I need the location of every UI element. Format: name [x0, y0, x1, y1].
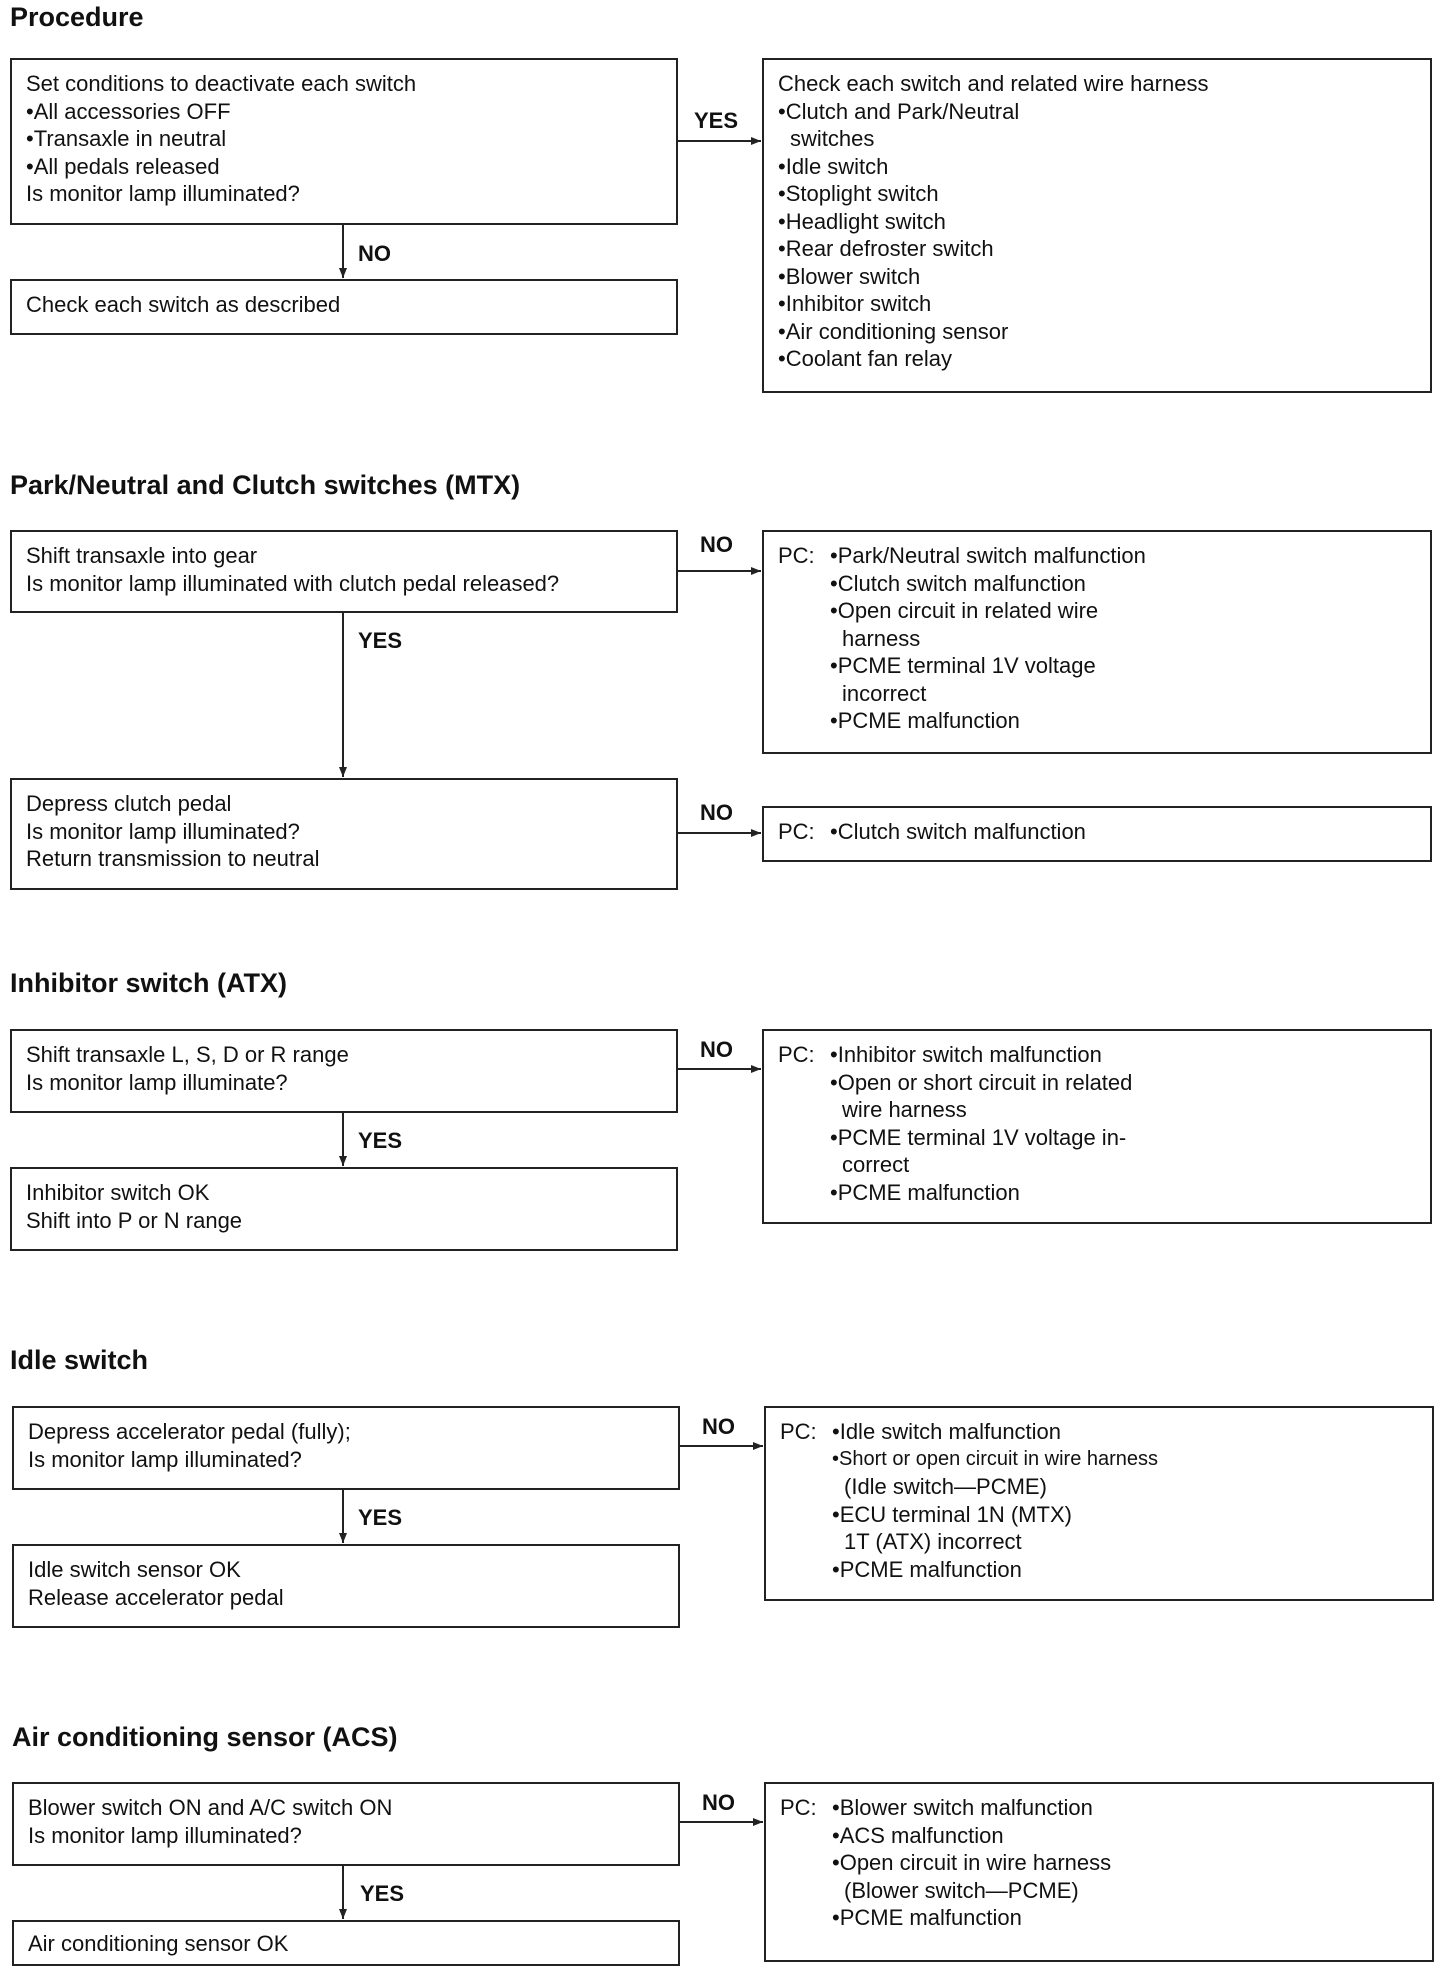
pc-prefix: PC: — [778, 543, 815, 568]
pc-item: • Open or short circuit in related — [830, 1069, 1416, 1097]
inh-ok-line: Shift into P or N range — [26, 1207, 243, 1233]
pc-item: • PCME terminal 1V voltage — [830, 652, 1416, 680]
pc-item: • PCME malfunction — [832, 1904, 1418, 1932]
pc-item: • ECU terminal 1N (MTX) — [832, 1501, 1418, 1529]
acs-step1-line: Blower switch ON and A/C switch ON — [28, 1795, 393, 1820]
check-harness-item: • Rear defroster switch — [778, 235, 1416, 263]
start-line-1: Set conditions to deactivate each switch — [26, 71, 417, 96]
acs-yes-label: YES — [360, 1881, 405, 1906]
check-harness-item: • Clutch and Park/Neutral — [778, 98, 1416, 126]
acs-no-label: NO — [702, 1790, 735, 1815]
pc-item: • Open circuit in wire harness — [832, 1849, 1418, 1877]
pn-step1-line: Is monitor lamp illuminated with clutch pedal released? — [26, 570, 560, 596]
check-each-text: Check each switch as described — [26, 292, 341, 317]
pc-item: • PCME terminal 1V voltage in- — [830, 1124, 1416, 1152]
procedure-heading: Procedure — [10, 2, 144, 32]
inh-step1-line: Is monitor lamp illuminate? — [26, 1069, 288, 1095]
pc-item: • Blower switch malfunction — [832, 1794, 1418, 1822]
idle-step1-box — [12, 1406, 680, 1490]
pc-item: (Blower switch—PCME) — [844, 1877, 1079, 1903]
pc-item: • PCME malfunction — [830, 1179, 1416, 1207]
check-harness-item: • Headlight switch — [778, 208, 1416, 236]
procedure-start-box — [10, 58, 678, 225]
acs-step1-box — [12, 1782, 680, 1866]
acs-heading: Air conditioning sensor (ACS) — [12, 1722, 398, 1752]
pc-prefix: PC: — [780, 1419, 817, 1444]
pc-item: • Park/Neutral switch malfunction — [830, 542, 1416, 570]
pc-item: harness — [842, 625, 921, 651]
pn-step1-box — [10, 530, 678, 613]
pc-item: • PCME malfunction — [830, 707, 1416, 735]
inhibitor-heading: Inhibitor switch (ATX) — [10, 968, 287, 998]
check-harness-item: • Air conditioning sensor — [778, 318, 1416, 346]
start-line-2: • All accessories OFF — [26, 98, 662, 126]
idle-ok-box — [12, 1544, 680, 1628]
pc-item: • Short or open circuit in wire harness — [832, 1446, 1418, 1474]
procedure-no-label: NO — [358, 241, 391, 266]
pn-no1-label: NO — [700, 532, 733, 557]
inh-pc-box — [762, 1029, 1432, 1224]
acs-ok-box — [12, 1920, 680, 1966]
idle-yes-label: YES — [358, 1505, 403, 1530]
idle-ok-line: Release accelerator pedal — [28, 1584, 284, 1610]
pc-item: correct — [842, 1152, 910, 1177]
procedure-check-harness-box — [762, 58, 1432, 393]
inh-no-label: NO — [700, 1037, 733, 1062]
pc-item: • ACS malfunction — [832, 1822, 1418, 1850]
pn-step2-line: Depress clutch pedal — [26, 791, 232, 816]
pc-item: incorrect — [842, 680, 927, 706]
idle-step1-line: Is monitor lamp illuminated? — [28, 1446, 302, 1472]
acs-pc-box — [764, 1782, 1434, 1962]
check-harness-item: • Coolant fan relay — [778, 345, 1416, 373]
inh-step1-line: Shift transaxle L, S, D or R range — [26, 1042, 349, 1067]
inh-ok-box — [10, 1167, 678, 1251]
pc-item: • Inhibitor switch malfunction — [830, 1041, 1416, 1069]
pc-prefix: PC: — [778, 819, 815, 844]
pc-item: • Clutch switch malfunction — [830, 570, 1416, 598]
check-harness-item: • Inhibitor switch — [778, 290, 1416, 318]
pc-prefix: PC: — [778, 1042, 815, 1067]
inh-yes-label: YES — [358, 1128, 403, 1153]
acs-ok-line: Air conditioning sensor OK — [28, 1931, 289, 1956]
idle-ok-line: Idle switch sensor OK — [28, 1557, 241, 1582]
procedure-yes-label: YES — [694, 108, 739, 133]
pn-step1-line: Shift transaxle into gear — [26, 543, 258, 568]
start-line-5: Is monitor lamp illuminated? — [26, 181, 300, 206]
inh-ok-line: Inhibitor switch OK — [26, 1180, 210, 1205]
pc-item: wire harness — [842, 1097, 967, 1122]
check-harness-item: • Idle switch — [778, 153, 1416, 181]
pn-step2-line: Is monitor lamp illuminated? — [26, 818, 300, 844]
check-harness-item: • Stoplight switch — [778, 180, 1416, 208]
pc-prefix: PC: — [780, 1795, 817, 1820]
pc-item: • Idle switch malfunction — [832, 1418, 1418, 1446]
pn-step2-line: Return transmission to neutral — [26, 846, 320, 871]
check-harness-title: Check each switch and related wire harness — [778, 71, 1209, 96]
pn-step2-box — [10, 778, 678, 890]
pc-item: 1T (ATX) incorrect — [844, 1529, 1022, 1554]
idle-step1-line: Depress accelerator pedal (fully); — [28, 1419, 351, 1444]
inh-step1-box — [10, 1029, 678, 1113]
pc-item: • PCME malfunction — [832, 1556, 1418, 1584]
idle-no-label: NO — [702, 1414, 735, 1439]
pc-item: • Open circuit in related wire — [830, 597, 1416, 625]
pn-pc1-box — [762, 530, 1432, 754]
pn-yes-label: YES — [358, 628, 403, 653]
idle-heading: Idle switch — [10, 1345, 149, 1375]
check-harness-item: switches — [790, 126, 875, 151]
pc-item: • Clutch switch malfunction — [830, 818, 1416, 846]
start-line-4: • All pedals released — [26, 153, 662, 181]
procedure-check-each-box — [10, 279, 678, 335]
pn-pc2-box — [762, 806, 1432, 862]
pc-item: (Idle switch—PCME) — [844, 1474, 1047, 1499]
check-harness-item: • Blower switch — [778, 263, 1416, 291]
park-neutral-heading: Park/Neutral and Clutch switches (MTX) — [10, 470, 521, 500]
start-line-3: • Transaxle in neutral — [26, 125, 662, 153]
acs-step1-line: Is monitor lamp illuminated? — [28, 1822, 302, 1848]
pn-no2-label: NO — [700, 800, 733, 825]
idle-pc-box — [764, 1406, 1434, 1601]
